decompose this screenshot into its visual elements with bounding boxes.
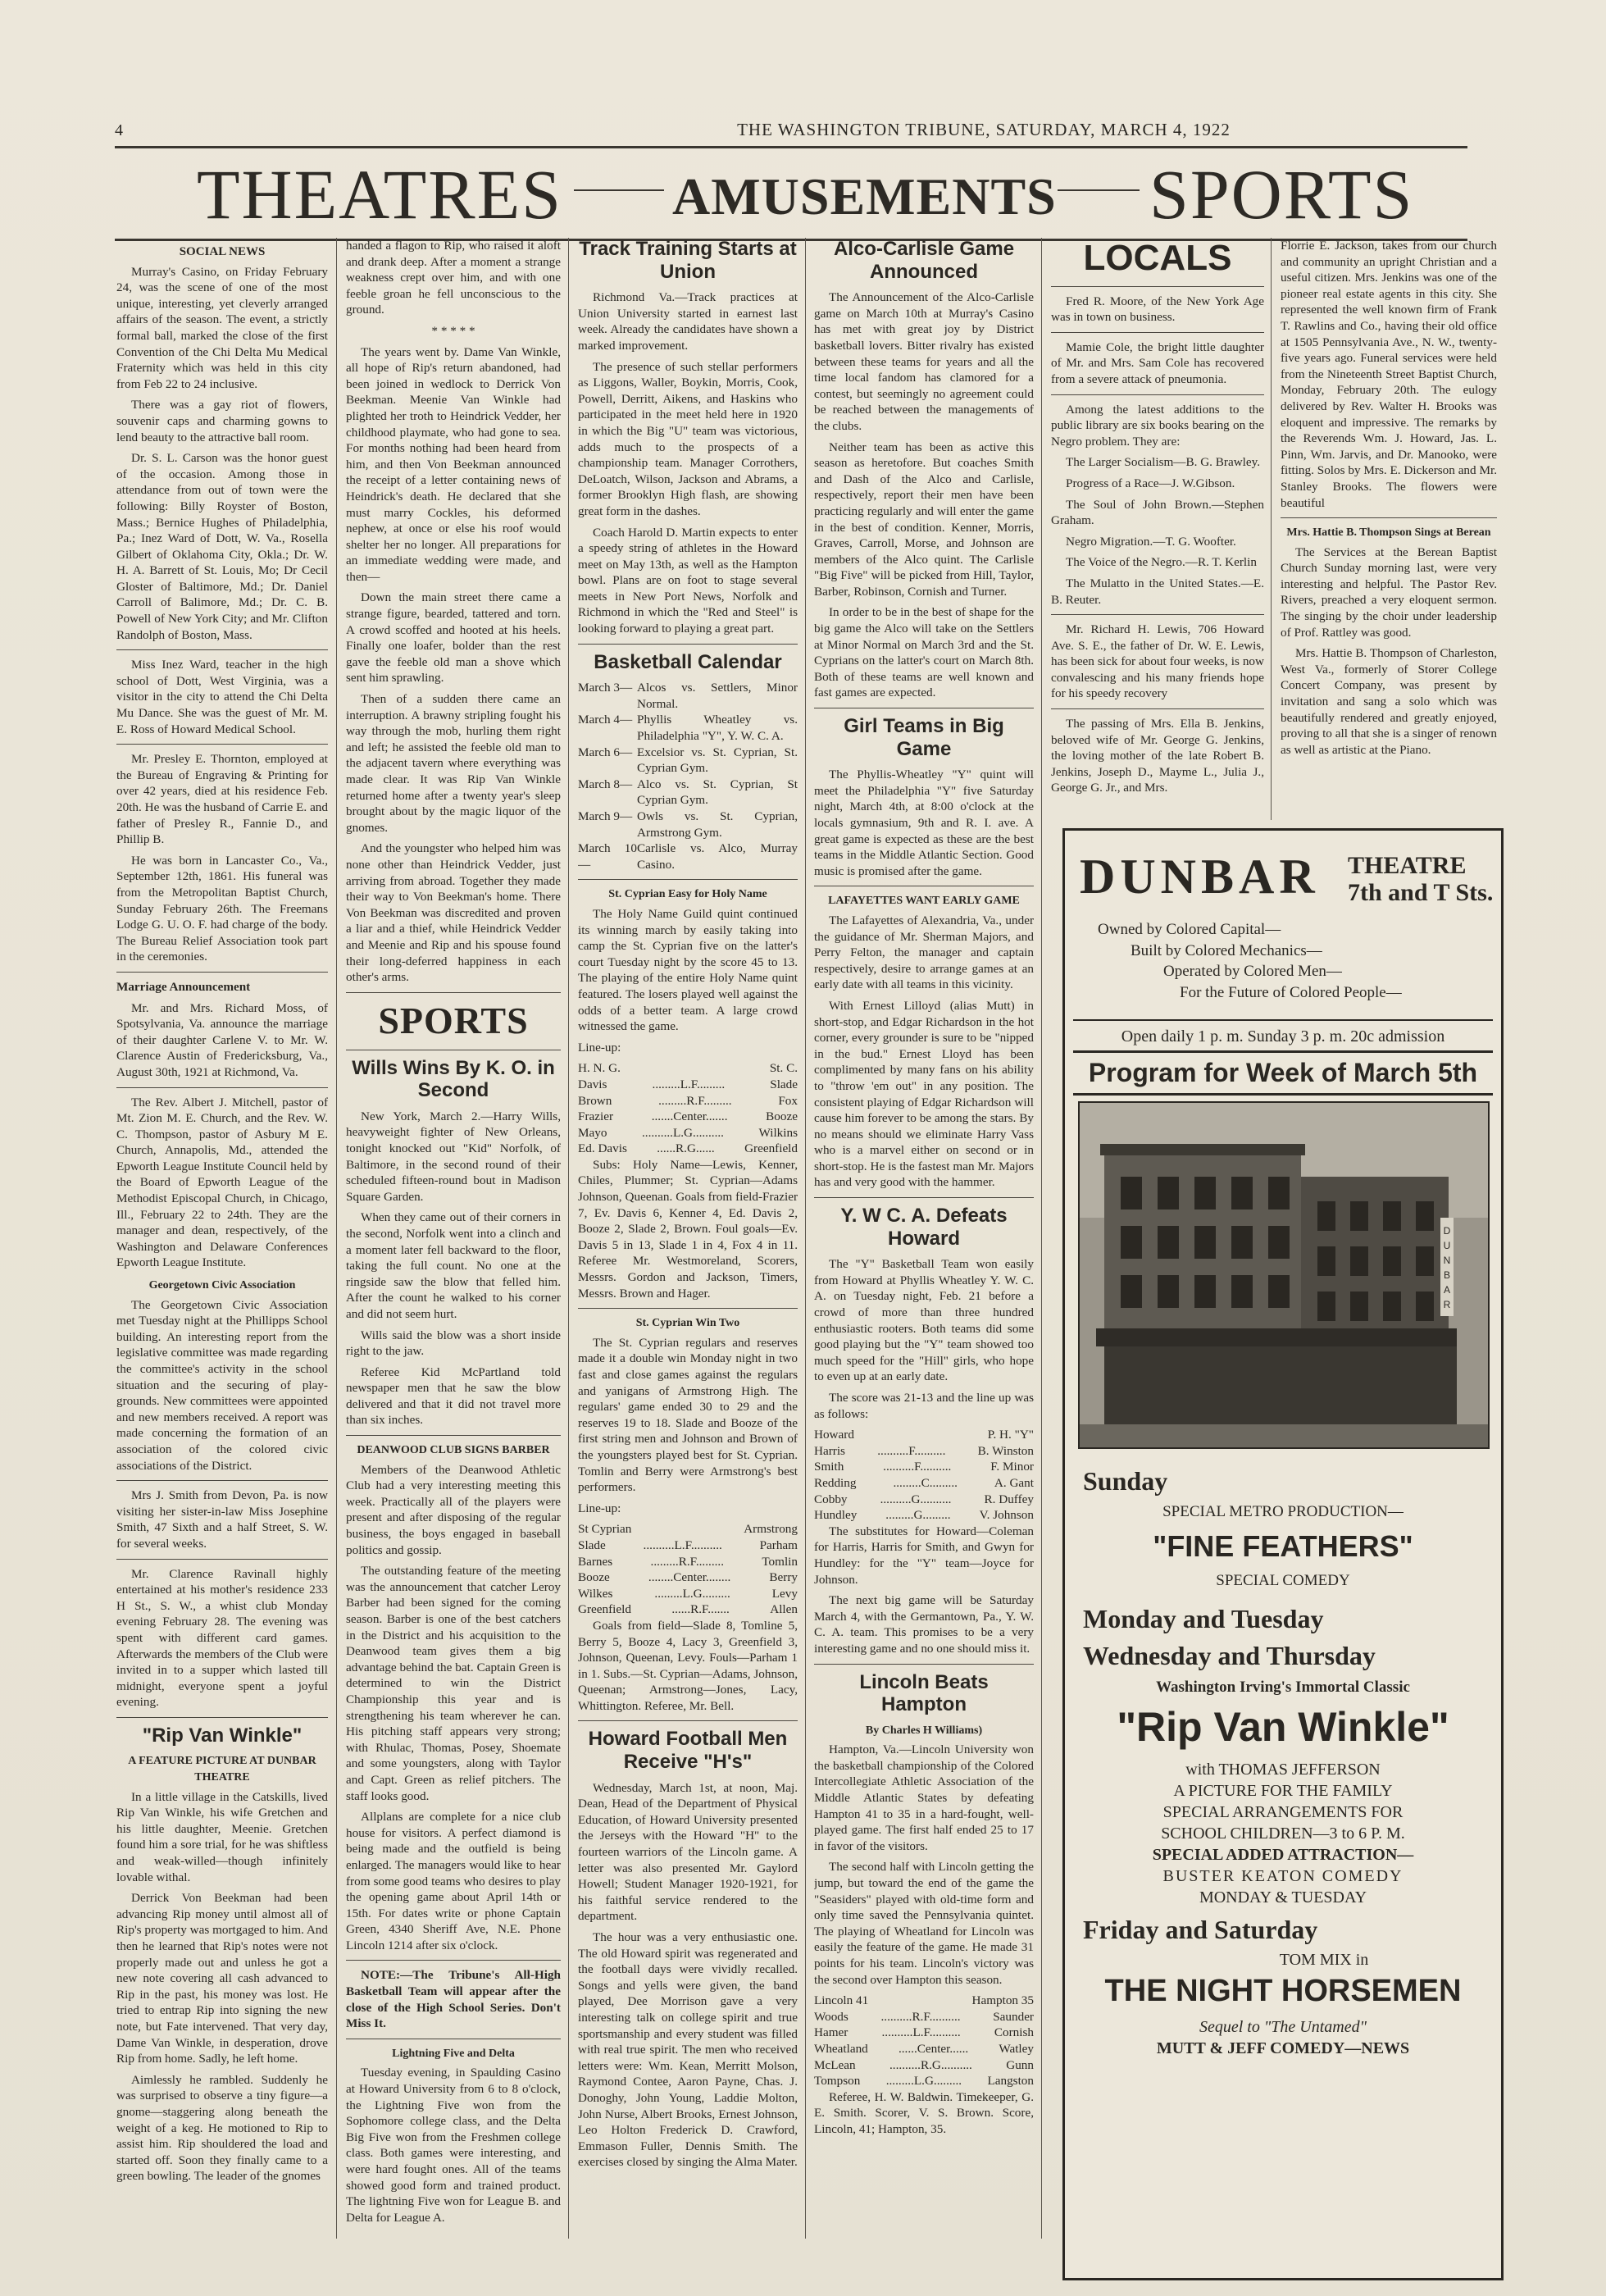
masthead-rule — [1058, 189, 1140, 191]
headline: "Rip Van Winkle" — [142, 1724, 303, 1747]
paragraph: The substitutes for Howard—Coleman for Harris, Harris for Smith, and Gwyn for Hundley: for the "Y" team—Joyce for Johnson. — [814, 1524, 1034, 1587]
ad-theatre-label — [1348, 852, 1493, 906]
paragraph: The years went by. Dame Van Winkle, all hope of Rip's return abandoned, had been joined in wedlock to Derrick Von Beekman. Meenie Van Winkle had plighted her troth to Heindrick Vedder, her childhood playmate, who had gone to sea. For months nothing had been heard from him, and then Von Beekman announced the receipt of a letter containing news of Heindrick's death. He declared that she must marry Cockles, his deformed nephew, at once or else his roof would shelter her no longer. All preparations for an immediate wedding were made, and then— — [346, 344, 561, 584]
ad-tom-mix: TOM MIX in — [1279, 1951, 1369, 1969]
paragraph: Dr. S. L. Carson was the honor guest of the occasion. Among those in attendance from out of town were the following: Billy Royster of Boston, Mass.; Bernice Hughes of Philadelphia, Pa.; Inez Ward of Dott, W. Va., Rosella Gilbert of Oklahoma City, Okla.; Dr. W. H. A. Barrett of St. Louis, Mo; Dr Cecil Gloster of Baltimore, Md.; Dr. Daniel Carroll of Balimore, Md.; Dr. C. B. Powell of New York City; and Mr. Clifton Randolph of Boston, Mass. — [116, 451, 328, 642]
masthead-theatres: THEATRES — [197, 155, 562, 234]
masthead-rule — [574, 189, 664, 191]
lineup-row: Tompson .........L.G......... Langston — [814, 2074, 1034, 2089]
column-4 — [814, 238, 1034, 2271]
paragraph: Mrs. Hattie B. Thompson of Charleston, West Va., formerly of Storer College Concert Company, was present by invitation and sang a solo which was beautifully rendered and greatly enjoyed, proving to all that she is a singer of renown as well as artistic at the Piano. — [1281, 646, 1497, 757]
ad-hours: Open daily 1 p. m. Sunday 3 p. m. 20c admission — [1073, 1019, 1493, 1046]
paragraph: Murray's Casino, on Friday February 24, was the scene of one of the most unique, interesting, yet cleverly arranged affairs of the season. The event, a strictly formal ball, marked the close of the first Convention of the Chi Delta Mu Medical Fraternity which was held in this city from Feb 22 to 24 inclusive. — [116, 264, 328, 391]
ad-special: SPECIAL ARRANGEMENTS FOR — [1162, 1803, 1404, 1821]
paragraph: The Services at the Berean Baptist Church Sunday morning last, were very interesting and helpful. The Pastor Rev. Rivers, preached a very eloquent sermon. The singing by the choir under leadership of Prof. Rattley was good. — [1281, 544, 1497, 640]
paragraph: The outstanding feature of the meeting was the announcement that catcher Leroy Barber had been signed for the coming season. Barber is one of the best catchers in the District and his acquisition to the Deanwood team gives them a big advantage behind the bat. Captain Green is determined to win the District Championship this year and is strengthening his team wherever he can. His pitching staff appears very strong; with Rhulac, Thomas, Posey, Shoemate and some youngsters, along with Taylor and Capt. Green as relief pitchers. The staff looks good. — [346, 1564, 561, 1803]
paragraph: With Ernest Lilloyd (alias Mutt) in short-stop, and Edgar Richardson in the hot corner, every grounder is sure to be "nipped in the bud." Ernest Lloyd has been complimented by many fans on his ability to "throw 'em out" in any position. The consistent playing of Edgar Richardson will cause him forever to be among the stars. By no means should we eliminate Harry Vass who is a marvel either on second or in short-stop. He is the fastest man Mr. Majors has and very good with the hammer. — [814, 998, 1034, 1190]
lineup-row: Brown .........R.F......... Fox — [578, 1093, 798, 1108]
book-item: The Soul of John Brown.—Stephen Graham. — [1051, 497, 1264, 528]
lineup-header: Howard P. H. "Y" — [814, 1428, 1034, 1442]
credo-line: Operated by Colored Men— — [1163, 963, 1342, 981]
paragraph: Richmond Va.—Track practices at Union University started in earnest last week. Already the candidates have shown a marked improvement. — [578, 290, 798, 353]
paragraph: The St. Cyprian regulars and reserves made it a double win Monday night in two fast and close games against the regulars and yanigans of Armstrong High. The regulars' game ended 30 to 29 and the reserves 19 to 18. Slade and Booze of the first string men and Johnson and Brown of the youngsters played best for St. Cyprian. Tomlin and Berry were Armstrong's best performers. — [578, 1335, 798, 1495]
headline: Alco-Carlisle Game Announced — [833, 238, 1015, 283]
lineup-row: Hundley .........G......... V. Johnson — [814, 1508, 1034, 1523]
lineup-row: Ed. Davis ......R.G...... Greenfield — [578, 1141, 798, 1156]
sports-headline: SPORTS — [378, 999, 529, 1041]
lineup-table — [578, 1060, 798, 1157]
subheading: Georgetown Civic Association — [148, 1279, 296, 1292]
ad-wed-thu: Wednesday and Thursday — [1083, 1641, 1376, 1670]
paragraph: When they came out of their corners in the second, Norfolk went into a clinch and a moment later fell backward to the floor, taking the full count. No one at the ringside saw the blow that felled him. After the count he walked to his corner and did not seem hurt. — [346, 1210, 561, 1321]
lineup-row: Barnes .........R.F......... Tomlin — [578, 1554, 798, 1569]
divider — [116, 1480, 328, 1481]
paragraph: Wednesday, March 1st, at noon, Maj. Dean, Head of the Department of Physical Education, of Howard University presented the Jerseys with the Howard "H" to the fourteen warriors of the Lincoln game. A letter was also presented Mr. Gaylord Howell; Student Manager 1920-1921, for his faithful service rendered to the department. — [578, 1780, 798, 1924]
paragraph: Goals from field—Slade 8, Tomline 5, Berry 5, Booze 4, Lacy 3, Greenfield 3, Johnson, Queenan, Levy. Fouls—Parham 1 in 1. Subs.—St. Cyprian—Adams, Johnson, Queenan; Armstrong—Jones, Lacy, Whittington. Referee, Mr. Bell. — [578, 1618, 798, 1713]
paragraph: Among the latest additions to the public library are six books bearing on the Negro problem. They are: — [1051, 402, 1264, 449]
ad-fri-sat: Friday and Saturday — [1083, 1915, 1318, 1944]
book-item: Negro Migration.—T. G. Woofter. — [1066, 534, 1236, 549]
paragraph: And the youngster who helped him was none other than Heindrick Vedder, just arriving from abroad. Together they made their way to Von Beekman's home. There Von Beekman was discredited and proven a liar and a thief, while Heindrick Vedder and Meenie and Rip and his spouse found their long-deferred happiness in each other's arms. — [346, 841, 561, 985]
ad-theatre-word: THEATRE — [1348, 852, 1467, 879]
lineup-header: St Cyprian Armstrong — [578, 1522, 798, 1537]
paragraph: The Announcement of the Alco-Carlisle game on March 10th at Murray's Casino has met with great joy by District basketball lovers. Bitter rivalry has existed between these teams for years and all the time local fandom has clamored for a contest, but seemingly no agreement could be reached between the managements of the clubs. — [814, 290, 1034, 433]
divider — [1051, 614, 1264, 615]
lineup-row: Wilkes .........L.G......... Levy — [578, 1586, 798, 1601]
paragraph: The hour was a very enthusiastic one. The old Howard spirit was regenerated and the football days were vividly recalled. Songs and yells were given, the band played, Dee Morrison gave a very interesting talk on college spirit and true sportsmanship and every student was filled with real true spirit. The men who received letters were: Wm. Kean, Merritt Molson, Raymond Contee, Aaron Payne, Chas. J. Donoghy, John Young, Laddie Molton, John Nurse, Albert Brooks, Ernest Johnson, Leo Holton Frederick D. Crawford, Emmason Fuller, Dennis Smith. The exercises closed by singing the Alma Mater. — [578, 1930, 798, 2170]
paragraph: Subs: Holy Name—Lewis, Kenner, Chiles, Plummer; St. Cyprian—Adams Johnson, Queenan. Goals from field-Frazier 7, Ev. Davis 6, Kenner 4, Ed. Davis 2, Booze 2, Slade 2, Brown. Foul goals—Ev. Davis 5 in 13, Slade 1 in 4, Fox 4 in 11. Referee Mr. Westmoreland, Scorers, Messrs. Gordon and Jackson, Timers, Messrs. Brown and Hager. — [578, 1157, 798, 1301]
lineup-header: H. N. G. St. C. — [578, 1061, 798, 1076]
divider — [1281, 517, 1497, 518]
divider — [578, 879, 798, 880]
ad-credo — [1098, 919, 1467, 1004]
paragraph: Tuesday evening, in Spaulding Casino at Howard University from 6 to 8 o'clock, the Lightning Five won from the Sophomore college class, and the Delta Big Five won from the Freshmen college class. Both games were interesting, and were hard fought ones. All of the teams showed good form and trained product. The lightning Five won for League B. and Delta for League A. — [346, 2066, 561, 2225]
ad-metro: SPECIAL METRO PRODUCTION— — [1162, 1503, 1404, 1520]
lineup-row: McLean ..........R.G.......... Gunn — [814, 2057, 1034, 2072]
ad-night-horsemen: THE NIGHT HORSEMEN — [1104, 1974, 1462, 2008]
paragraph: He was born in Lancaster Co., Va., September 12th, 1861. His funeral was from the Metropolitan Baptist Church, Sunday February 26th. The Freemans Lodge G. U. O. F. had charge of the body. The Bureau Relief Association took part in the ceremonies. — [116, 853, 328, 964]
calendar-list — [578, 680, 798, 872]
calendar-item: March 9— Owls vs. St. Cyprian, Armstrong Gym. — [578, 809, 798, 840]
book-item: The Larger Socialism—B. G. Brawley. — [1066, 455, 1261, 470]
paragraph: Allplans are complete for a nice club house for visitors. A perfect diamond is being made and the outfield is being enlarged. The managers would like to hear from some good teams who desires to play the opening game about April 14th or 15th. For dates write or phone Captain Green, 4340 Sheriff Ave, N.E. Phone Lincoln 1214 after six o'clock. — [346, 1810, 561, 1952]
paragraph: The score was 21-13 and the line up was as follows: — [814, 1391, 1034, 1421]
subheading: Lightning Five and Delta — [392, 2047, 515, 2060]
paragraph: Hampton, Va.—Lincoln University won the basketball championship of the Colored Intercollegiate Athletic Association of the Middle Atlantic States by defeating Hampton 41 to 35 in a hard-fought, well-played game. The first half ended 25 to 17 in favor of the visitors. — [814, 1742, 1034, 1853]
lineup-row: Booze ........Center........ Berry — [578, 1570, 798, 1585]
paragraph: The passing of Mrs. Ella B. Jenkins, beloved wife of Mr. George G. Jenkins, the loving mother of the late Robert B. Jenkins, Joseph D., Mayme L., Julia J., George G. Jr., and Mrs. — [1051, 717, 1264, 795]
theatre-photo — [1078, 1101, 1490, 1449]
column-1 — [116, 238, 328, 2271]
divider — [1051, 394, 1264, 395]
theatre-building-illustration — [1080, 1103, 1488, 1447]
paragraph: In a little village in the Catskills, lived Rip Van Winkle, his wife Gretchen and his little daughter, Meenie. Gretchen found him a sore trial, for he was shiftless and weak-willed—though infinitely lovable withal. — [116, 1789, 328, 1884]
paragraph: The Phyllis-Wheatley "Y" quint will meet the Philadelphia "Y" five Saturday night, March 4th, at 8:00 o'clock at the locals gymnasium, 9th and R. I. ave. A great game is expected as these are the best teams in the Middle Atlantic Section. Good music is promised after the game. — [814, 768, 1034, 878]
column-rule — [1041, 238, 1042, 2239]
ad-comedy: SPECIAL COMEDY — [1216, 1572, 1350, 1589]
headline: Y. W C. A. Defeats Howard — [840, 1205, 1008, 1250]
lineup-table — [578, 1521, 798, 1618]
paragraph: Mamie Cole, the bright little daughter of Mr. and Mrs. Sam Cole has recovered from a severe attack of pneumonia. — [1051, 339, 1264, 386]
lineup-row: Harris ..........F.......... B. Winston — [814, 1443, 1034, 1458]
divider — [116, 1087, 328, 1088]
subheading: Mrs. Hattie B. Thompson Sings at Berean — [1286, 526, 1491, 540]
lineup-table — [814, 1427, 1034, 1524]
subheading: St. Cyprian Easy for Holy Name — [608, 888, 767, 901]
paragraph: Mr. Presley E. Thornton, employed at the Bureau of Engraving & Printing for over 42 years, died at his residence Feb. 20th. He was the husband of Carrie E. and father of Presley R., Fannie D., and Phillip B. — [116, 752, 328, 847]
divider — [116, 744, 328, 745]
lineup-row: Frazier .......Center....... Booze — [578, 1109, 798, 1124]
paragraph: The next big game will be Saturday March 4, with the Germantown, Pa., Y. W. C. A. team. This promises to be a very interesting game and no one should miss it. — [814, 1593, 1034, 1656]
ad-keaton: BUSTER KEATON COMEDY — [1162, 1867, 1404, 1885]
note-paragraph: NOTE:—The Tribune's All-High Basketball Team will appear after the close of the High School Series. Don't Miss It. — [346, 1968, 561, 2031]
lineup-row: Hamer ..........L.F.......... Cornish — [814, 2025, 1034, 2040]
divider — [578, 1308, 798, 1309]
subheading: Marriage Announcement — [116, 979, 251, 994]
paragraph: In order to be in the best of shape for the big game the Alco will take on the Settlers at Minor Normal on March 3rd and the St. Cyprians on the latter's court on March 8th. Both of these teams are well known and fast games are expected. — [814, 605, 1034, 700]
subheading: LAFAYETTES WANT EARLY GAME — [828, 895, 1020, 908]
headline: Howard Football Men Receive "H's" — [588, 1728, 788, 1774]
ad-sequel: Sequel to "The Untamed" — [1199, 2018, 1367, 2036]
lineup-label: Line-up: — [578, 1040, 621, 1055]
paragraph: The "Y" Basketball Team won easily from Howard at Phyllis Wheatley Y. W. C. A. on Tuesday night, Feb. 21 before a crowd of more than three hundred enthusiastic rooters. Both teams did some good playing but the "Y" team showed too much speed for the "Hill" girls, who hope to even up at an early date. — [814, 1257, 1034, 1384]
paragraph: Aimlessly he rambled. Suddenly he was surprised to observe a tiny figure—a gnome—staggering along beneath the weight of a keg. He motioned to Rip to assist him. Rip shouldered the load and started off. Soon they finally came to a green bowling. The leader of the gnomes — [116, 2072, 328, 2184]
ad-theatre-name: DUNBAR — [1080, 850, 1320, 904]
divider — [1051, 286, 1264, 287]
ad-fine-feathers: "FINE FEATHERS" — [1153, 1529, 1413, 1563]
divider — [116, 1717, 328, 1718]
book-item: Progress of a Race—J. W.Gibson. — [1066, 476, 1235, 490]
calendar-item: March 6— Excelsior vs. St. Cyprian, St. Cyprian Gym. — [578, 745, 798, 776]
paragraph: There was a gay riot of flowers, souvenir caps and charming gowns to lend beauty to the attractive ball room. — [116, 398, 328, 444]
ad-with: with THOMAS JEFFERSON — [1185, 1761, 1381, 1779]
paragraph: The second half with Lincoln getting the jump, but toward the end of the game the "Seasiders" played with old-time form and only time saved the Pennsylvania quintet. The playing of Wheatland for Lincoln was easily the feature of the game. He made 31 points for his team. Lincoln's victory was the second over Hampton this season. — [814, 1860, 1034, 1987]
ad-mutt-jeff: MUTT & JEFF COMEDY—NEWS — [1156, 2039, 1410, 2057]
headline: Lincoln Beats Hampton — [859, 1670, 989, 1716]
divider — [1051, 332, 1264, 333]
paragraph: Mrs J. Smith from Devon, Pa. is now visiting her sister-in-law Miss Josephine Smith, 47 Sixth and a half Street, S. W. for several weeks. — [116, 1488, 328, 1551]
lineup-row: Woods ..........R.F.......... Saunder — [814, 2009, 1034, 2024]
column-rule — [568, 238, 569, 2239]
subheading: St. Cyprian Win Two — [635, 1317, 740, 1330]
column-2 — [346, 238, 561, 2271]
paragraph: The Georgetown Civic Association met Tuesday night at the Phillipps School building. An interesting report from the legislative committee was made regarding the committee's activity in the school situation and the securing of play-grounds. New committees were appointed and new members received. A report was made concerning the formation of an association of the colored civic associations of the District. — [116, 1297, 328, 1473]
ad-family: A PICTURE FOR THE FAMILY — [1173, 1782, 1393, 1800]
paragraph: The Holy Name Guild quint continued its winning march by easily taking into camp the St. Cyprian five on the latter's court Tuesday night by the score 45 to 13. The playing of the entire Holy Name quint featured. The losers played well against the odds of a better team. A large crowd witnessed the game. — [578, 906, 798, 1034]
lineup-row: Mayo ..........L.G.......... Wilkins — [578, 1125, 798, 1140]
paragraph: Mr. and Mrs. Richard Moss, of Spotsylvania, Va. announce the marriage of their daughter Carlene V. to Mr. W. Clarence Austin of Fredericksburg, Va., August 30th, 1921 at Richmond, Va. — [116, 1000, 328, 1079]
column-6 — [1281, 238, 1497, 820]
paragraph: The Rev. Albert J. Mitchell, pastor of Mt. Zion M. E. Church, and the Rev. W. C. Thompson, pastor of Asbury M E. Church, Annapolis, Md., attended the Epworth League Institute Council held by the Board of Epworth League of the Methodist Episcopal Church, in Chicago, Ill., February 22 to 24th. They are the manager and dean, respectively, of the Washington and Delaware Conferences Epworth League Institute. — [116, 1095, 328, 1270]
paragraph: Then of a sudden there came an interruption. A brawny stripling fought his way through the mob, hurling them right and left; he assisted the feeble old man to the adjacent tavern where everything was made clear. It was Rip Van Winkle returned home after a twenty year's sleep brought about by the magic liquor of the gnomes. — [346, 692, 561, 835]
lineup-row: Wheatland ......Center...... Watley — [814, 2041, 1034, 2056]
column-rule — [1271, 238, 1272, 820]
column-5 — [1051, 238, 1264, 828]
column-rule — [805, 238, 806, 2239]
calendar-item: March 4— Phyllis Wheatley vs. Philadelphia "Y", Y. W. C. A. — [578, 713, 798, 744]
credo-line: Built by Colored Mechanics— — [1131, 941, 1322, 959]
ad-rip-van-winkle: "Rip Van Winkle" — [1117, 1704, 1449, 1750]
lineup-table — [814, 1993, 1034, 2089]
divider — [814, 1197, 1034, 1198]
divider — [346, 1960, 561, 1961]
paragraph: Coach Harold D. Martin expects to enter a speedy string of athletes in the Howard meet on May 13th, as well as the Hampton bowl. Plans are on foot to stage several meets in New Port News, Norfolk and Richmond in which the "Red and Steel" is looking forward to playing a great part. — [578, 525, 798, 636]
separator-stars: * * * * * — [431, 323, 475, 338]
masthead-amusements: AMUSEMENTS — [672, 167, 1057, 226]
divider — [346, 992, 561, 993]
subheading: A FEATURE PICTURE AT DUNBAR THEATRE — [128, 1755, 316, 1784]
ad-keaton-days: MONDAY & TUESDAY — [1199, 1888, 1367, 1906]
credo-line: For the Future of Colored People— — [1180, 983, 1402, 1001]
subheading: DEANWOOD CLUB SIGNS BARBER — [357, 1444, 550, 1457]
lineup-row: Cobby ..........G.......... R. Duffey — [814, 1492, 1034, 1506]
ad-irving: Washington Irving's Immortal Classic — [1156, 1679, 1410, 1696]
locals-headline: LOCALS — [1083, 238, 1232, 278]
dunbar-theatre-ad — [1062, 828, 1504, 2280]
paragraph: Referee, H. W. Baldwin. Timekeeper, G. E. Smith. Scorer, V. S. Brown. Score, Lincoln, 41; Hampton, 35. — [814, 2089, 1034, 2136]
paragraph: Miss Inez Ward, teacher in the high school of Dott, West Virginia, was a visitor in the city to attend the Chi Delta Mu Dance. She was the guest of Mr. M. E. Ross of Howard Medical School. — [116, 658, 328, 736]
calendar-item: March 10— Carlisle vs. Alco, Murray Casino. — [578, 841, 798, 872]
paragraph: Derrick Von Beekman had been advancing Rip money until almost all of Rip's property was mortgaged to him. And then he learned that Rip's notes were not properly made out and unless he got a new note covering all cash advanced to Rip in the past, his money was lost. He tried to entrap Rip into signing the new note, but Fate intervened. That very day, Dame Van Winkle, in desperation, drove Rip from home. Sadly, he left home. — [116, 1891, 328, 2066]
lineup-header: Lincoln 41 Hampton 35 — [814, 1993, 1034, 2008]
headline: Wills Wins By K. O. in Second — [352, 1056, 555, 1102]
headline: Basketball Calendar — [594, 650, 782, 673]
paragraph: Down the main street there came a strange figure, bearded, tattered and torn. A crowd scoffed and hooted at his heels. Finally one loafer, bolder than the rest gave the feeble old man a shove which sent him sprawling. — [346, 590, 561, 686]
social-news-heading: SOCIAL NEWS — [179, 245, 266, 258]
paragraph: The Lafayettes of Alexandria, Va., under the guidance of Mr. Sherman Majors, and Perry Felton, the manager and captain respectively, desire to arrange games at an early date with all teams in this vicinity. — [814, 913, 1034, 992]
paragraph: Mr. Richard H. Lewis, 706 Howard Ave. S. E., the father of Dr. W. E. Lewis, has been sick for about four weeks, is now convalescing and his many friends hope for his speedy recovery — [1051, 622, 1264, 701]
paragraph: Members of the Deanwood Athletic Club had a very interesting meeting this week. Practically all of the players were present and after disposing of the regular business, the boys engaged in baseball politics and gossip. — [346, 1462, 561, 1557]
divider — [116, 1559, 328, 1560]
divider — [1051, 708, 1264, 709]
section-masthead — [115, 146, 1467, 241]
page-number: 4 — [115, 121, 123, 139]
paragraph: Mr. Clarence Ravinall highly entertained at his mother's residence 233 H St., S. W., a whist club Monday evening February 28. The evening was spent with different card games. Afterwards the members of the Club were invited in to a supper which lasted till midnight, everyone spent a joyful evening. — [116, 1566, 328, 1710]
lineup-label: Line-up: — [578, 1501, 621, 1515]
ad-program-week: Program for Week of March 5th — [1073, 1050, 1493, 1096]
book-item: The Voice of the Negro.—R. T. Kerlin — [1066, 555, 1257, 570]
dateline: THE WASHINGTON TRIBUNE, SATURDAY, MARCH 4, 1922 — [737, 120, 1231, 139]
lineup-row: Davis .........L.F......... Slade — [578, 1077, 798, 1091]
calendar-item: March 3— Alcos vs. Settlers, Minor Normal. — [578, 681, 798, 711]
divider — [116, 649, 328, 650]
masthead-sports: SPORTS — [1149, 155, 1414, 234]
paragraph: handed a flagon to Rip, who raised it aloft and drank deep. After a moment a strange weakness crept over him, and with one feeble groan he fell unconscious to the ground. — [346, 239, 561, 317]
divider — [578, 1720, 798, 1721]
paragraph: New York, March 2.—Harry Wills, heavyweight fighter of New Orleans, tonight knocked out "Kid" Norfolk, of Baltimore, in the second round of their scheduled fifteen-round bout in Madison Square Garden. — [346, 1109, 561, 1204]
paragraph: Wills said the blow was a short inside right to the jaw. — [346, 1328, 561, 1359]
paragraph: The presence of such stellar performers as Liggons, Waller, Boykin, Morris, Cook, Powell, Derritt, Aikens, and Haskins who participated in the meet held here in 1920 in which the Big "U" team was victorious, adds much to the prospects of a championship team. Manager Corrothers, DeLoatch, Wilson, Jackson and Abrams, a former Brooklyn High flash, are showing great form in the dashes. — [578, 359, 798, 518]
lineup-row: Slade ..........L.F.......... Parham — [578, 1538, 798, 1552]
ad-children: SCHOOL CHILDREN—3 to 6 P. M. — [1161, 1824, 1405, 1843]
column-3 — [578, 238, 798, 2271]
lineup-row: Redding .........C......... A. Gant — [814, 1475, 1034, 1490]
credo-line: Owned by Colored Capital— — [1098, 921, 1281, 938]
divider — [116, 972, 328, 973]
ad-added: SPECIAL ADDED ATTRACTION— — [1152, 1846, 1414, 1864]
divider — [578, 644, 798, 645]
ad-mon-tue: Monday and Tuesday — [1083, 1604, 1324, 1633]
headline: Girl Teams in Big Game — [844, 715, 1004, 760]
divider — [346, 1435, 561, 1436]
vertical-sign-text: D U N B A R — [1443, 1225, 1451, 1310]
paragraph: Florrie E. Jackson, takes from our church and community an upright Christian and a useful citizen. Mrs. Jenkins was one of the pioneer real estate agents in this city. She represented the well known firm of Frank T. Rawlins and Co., having their old office at 1505 Pennsylvania Ave., N. W., twenty-five years ago. Funeral services were held from the Nineteenth Street Baptist Church, Monday, February 20th. The eulogy delivered by Rev. Walter H. Brooks was eloquent and impressive. The remarks by the Reverends Wm. J. Howard, Jas. L. Pinn, Wm. Jarvis, and Dr. Manooko, were fitting. Solos by Mrs. E. Dickerson and Mr. Stanley Brooks. The flowers were beautiful — [1281, 239, 1497, 510]
paragraph: Neither team has been as active this season as heretofore. But coaches Smith and Dash of the Alco and Carlisle, respectively, report their men have been practicing regularly and will enter the game in the best of condition. Kenner, Morris, Graves, Carroll, Morse, and Johnson are members of the Alco quint. The Carlisle "Big Five" will be picked from Hill, Taylor, Barber, Robinson, Cornish and Turner. — [814, 440, 1034, 599]
headline: Track Training Starts at Union — [579, 238, 797, 283]
calendar-item: March 8— Alco vs. St. Cyprian, St Cyprian Gym. — [578, 777, 798, 808]
lineup-row: Greenfield ......R.F....... Allen — [578, 1602, 798, 1617]
ad-address: 7th and T Sts. — [1348, 879, 1494, 906]
paragraph: Referee Kid McPartland told newspaper men that he saw the blow delivered and that it did not travel more than six inches. — [346, 1364, 561, 1428]
ad-sunday: Sunday — [1083, 1466, 1168, 1496]
book-item: The Mulatto in the United States.—E. B. Reuter. — [1051, 576, 1264, 607]
divider — [814, 1664, 1034, 1665]
column-rule — [336, 238, 337, 2239]
byline: By Charles H Williams) — [865, 1724, 983, 1737]
lineup-row: Smith ..........F.......... F. Minor — [814, 1460, 1034, 1474]
paragraph: Fred R. Moore, of the New York Age was in town on business. — [1051, 294, 1264, 325]
